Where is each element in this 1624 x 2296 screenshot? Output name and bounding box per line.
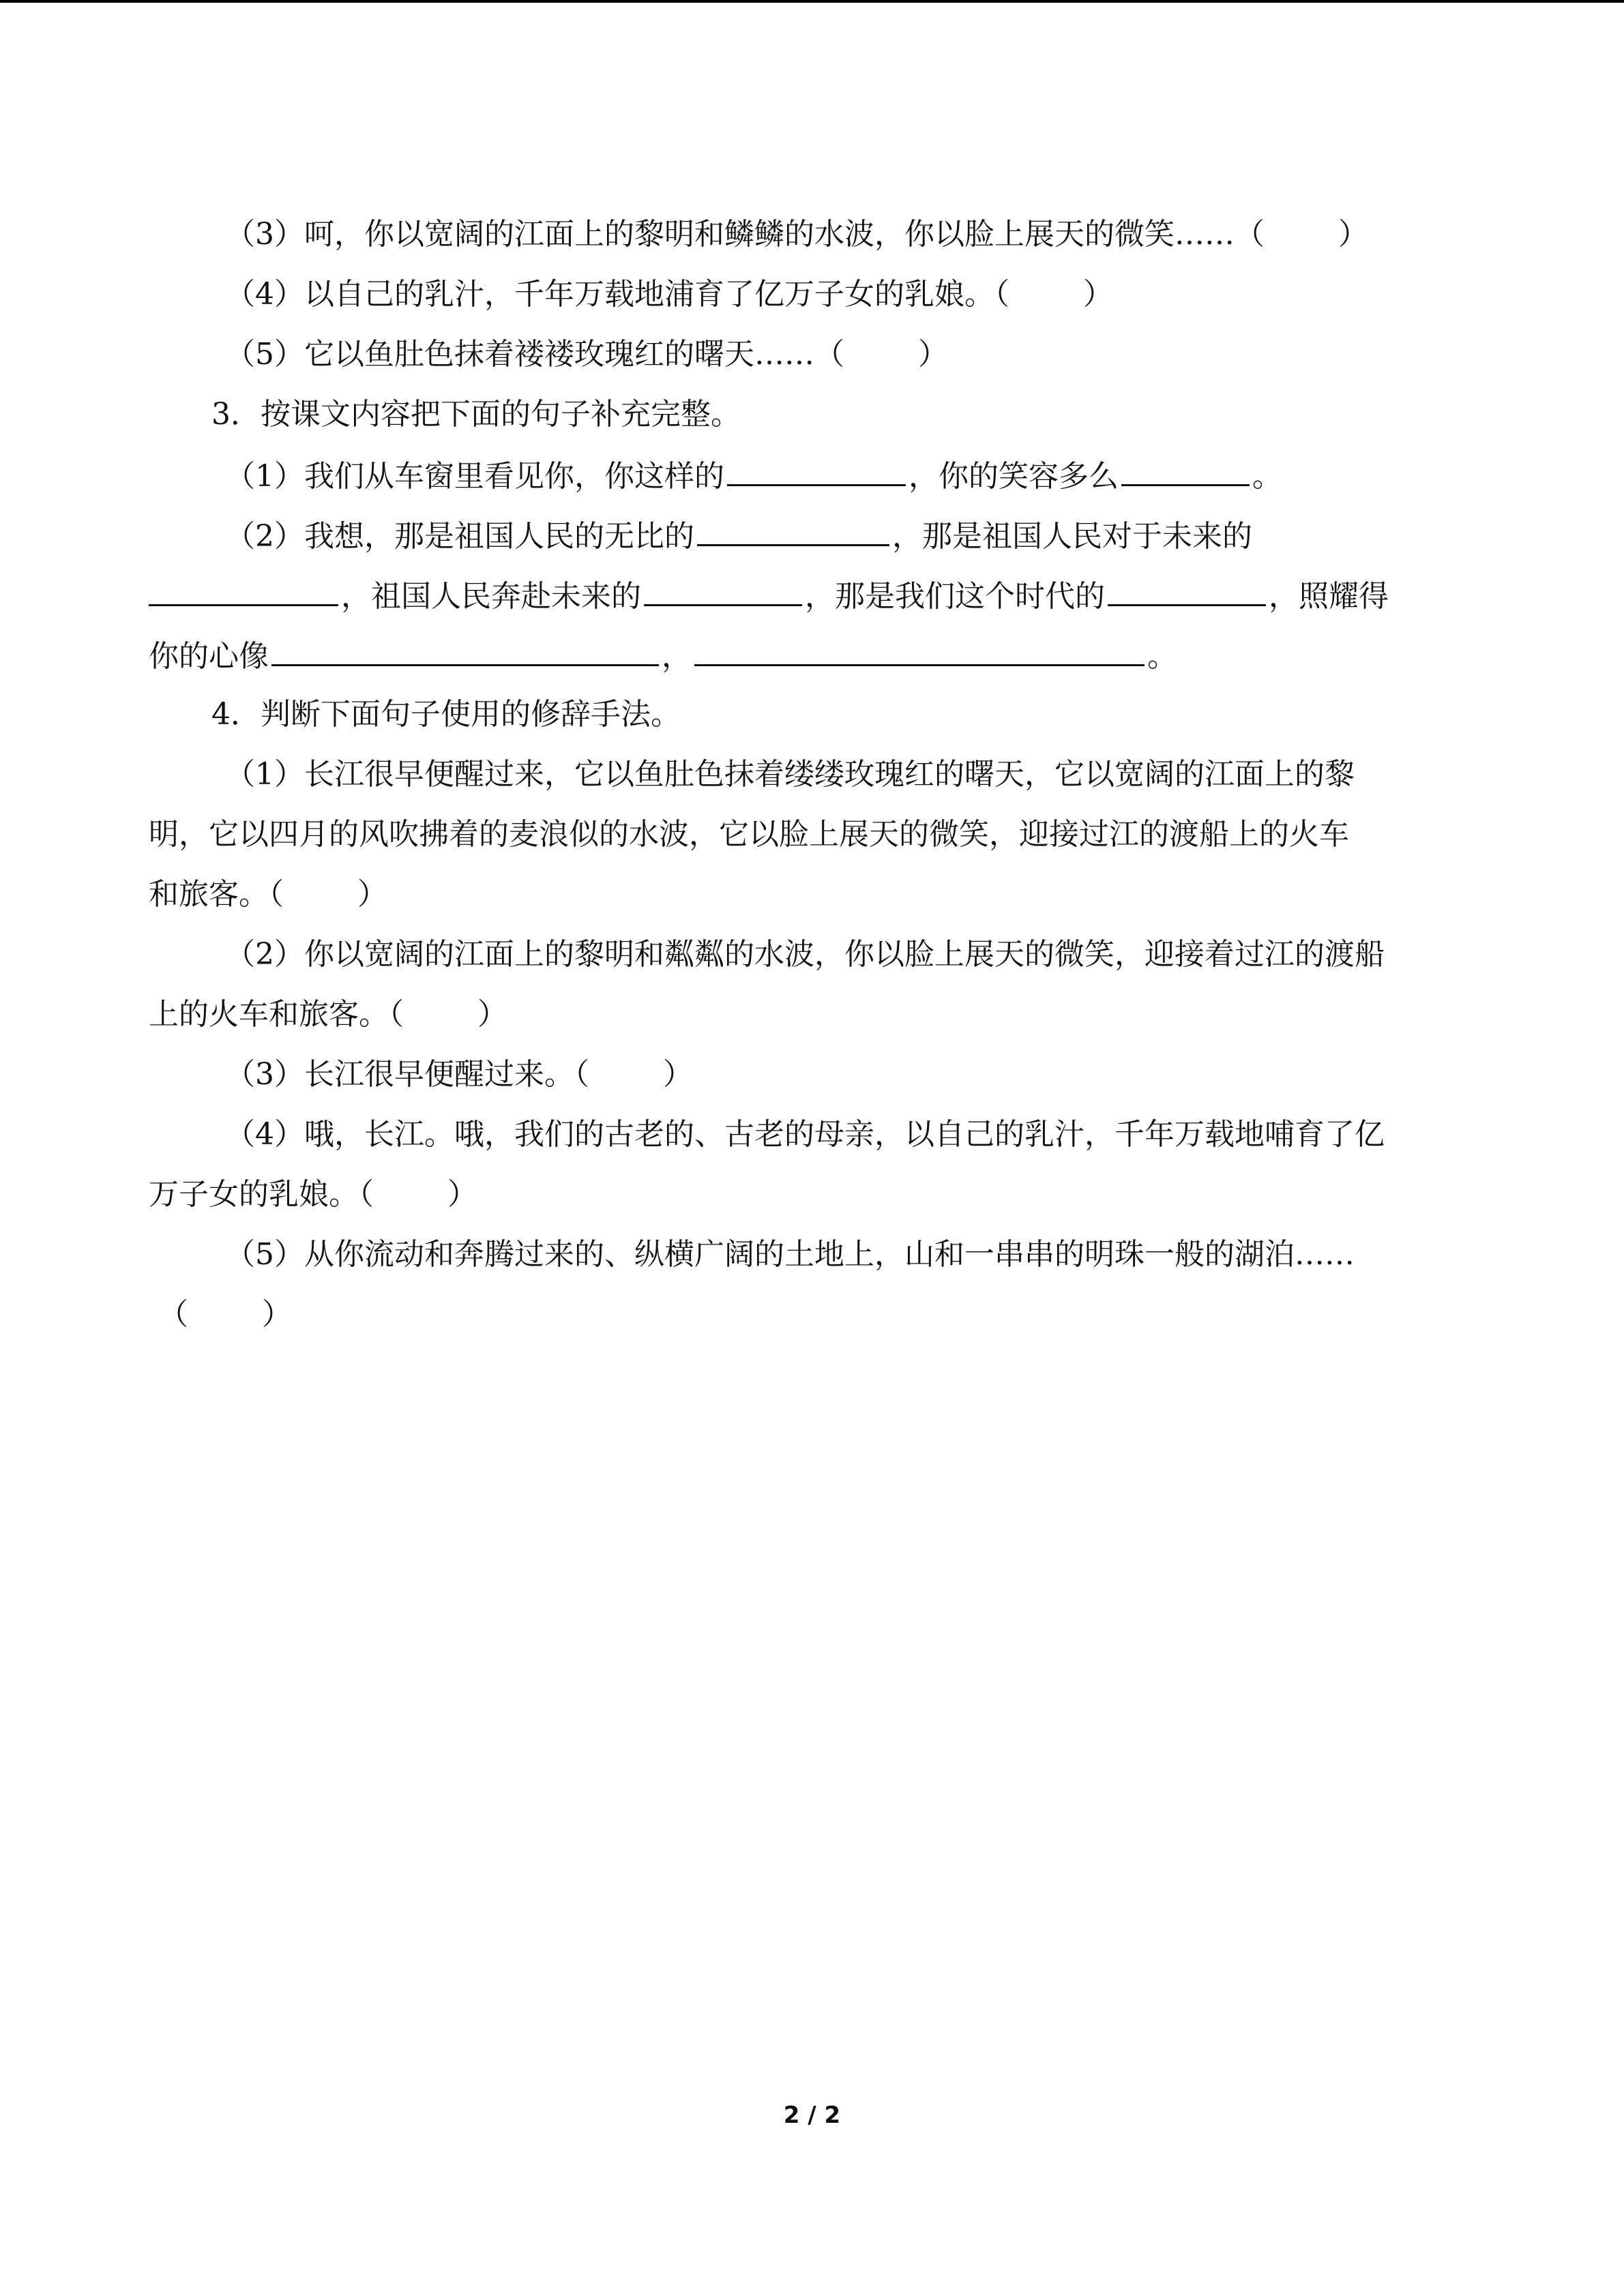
q2-item-3-close: ）: [1338, 217, 1368, 252]
q4-item-2-close: ）: [477, 997, 507, 1032]
q4-item-3-text: （3）长江很早便醒过来。（: [225, 1057, 589, 1092]
q3-item-2-line1-b: ，那是祖国人民对于未来的: [892, 519, 1252, 554]
q3-item-1: [225, 454, 1282, 497]
q2-item-5-text: （5）它以鱼肚色抹着褛褛玫瑰红的曙天……（: [225, 337, 844, 372]
q3-item-2-line3-b: ，: [662, 639, 692, 674]
q3-item-2-line2-a: ，祖国人民奔赴未来的: [341, 579, 641, 614]
q3-heading: 3．按课文内容把下面的句子补充完整。: [211, 397, 741, 432]
q3-item-1-part3: 。: [1252, 459, 1282, 494]
q3-item-2-line1-a: （2）我想，那是祖国人民的无比的: [225, 519, 694, 554]
q3-item-2-blank-3[interactable]: [644, 574, 802, 606]
q4-item-1-line-1: （1）长江很早便醒过来，它以鱼肚色抹着缕缕玫瑰红的曙天，它以宽阔的江面上的黎: [225, 757, 1355, 792]
q3-item-1-blank-2[interactable]: [1121, 454, 1250, 486]
q2-item-3: [225, 214, 1368, 255]
q4-item-3-close: ）: [663, 1057, 693, 1092]
q4-item-5-line2-text: （: [158, 1297, 188, 1332]
q4-item-4-line2-text: 万子女的乳娘。（: [149, 1177, 374, 1212]
q2-item-4-text: （4）以自己的乳汁，千年万载地浦育了亿万子女的乳娘。（: [225, 277, 1009, 312]
q4-item-5-close: ）: [262, 1297, 292, 1332]
q3-item-2-blank-1[interactable]: [697, 514, 889, 546]
q4-item-4-line-2: [149, 1174, 477, 1215]
q3-item-2-line3-a: 你的心像: [149, 639, 269, 674]
q3-item-2-line3-c: 。: [1147, 639, 1177, 674]
q3-item-2-blank-5[interactable]: [271, 634, 659, 666]
q2-item-3-text: （3）呵，你以宽阔的江面上的黎明和鳞鳞的水波，你以脸上展天的微笑……（: [225, 217, 1265, 252]
q3-item-2-line-3: [149, 634, 1177, 677]
q4-item-1-line-3: [149, 874, 387, 915]
q4-item-2-line-2: [149, 994, 507, 1035]
q4-item-1-line-2: 明，它以四月的风吹拂着的麦浪似的水波，它以脸上展天的微笑，迎接过江的渡船上的火车: [149, 817, 1349, 852]
q4-item-5-line-2: [158, 1294, 292, 1335]
q4-item-5-line-1: （5）从你流动和奔腾过来的、纵横广阔的土地上，山和一串串的明珠一般的湖泊……: [225, 1237, 1355, 1272]
q4-item-4-line-1: （4）哦，长江。哦，我们的古老的、古老的母亲，以自己的乳汁，千年万载地哺育了亿: [225, 1117, 1385, 1152]
q3-item-2-blank-2[interactable]: [149, 574, 338, 606]
q3-item-1-blank-1[interactable]: [727, 454, 906, 486]
q4-item-1-line3-text: 和旅客。（: [149, 877, 284, 912]
q3-item-2-blank-6[interactable]: [694, 634, 1145, 666]
q2-item-4: [225, 274, 1113, 315]
q3-item-1-part1: （1）我们从车窗里看见你，你这样的: [225, 459, 724, 494]
q3-item-2-line-2: [149, 574, 1389, 617]
q3-item-2-line2-c: ，照耀得: [1269, 579, 1389, 614]
q4-item-1-close: ）: [357, 877, 387, 912]
q2-item-5-close: ）: [918, 337, 948, 372]
q3-item-2-line2-b: ，那是我们这个时代的: [805, 579, 1105, 614]
q3-item-2-blank-4[interactable]: [1108, 574, 1266, 606]
q3-item-2-line-1: [225, 514, 1252, 557]
q4-item-4-close: ）: [447, 1177, 477, 1212]
page-number: 2 / 2: [783, 2102, 841, 2129]
q2-item-5: [225, 334, 948, 375]
q2-item-4-close: ）: [1083, 277, 1113, 312]
q3-item-1-part2: ，你的笑容多么: [909, 459, 1119, 494]
q4-item-3: [225, 1054, 693, 1095]
q4-item-2-line-1: （2）你以宽阔的江面上的黎明和粼粼的水波，你以脸上展天的微笑，迎接着过江的渡船: [225, 937, 1385, 972]
q4-item-2-line2-text: 上的火车和旅客。（: [149, 997, 404, 1032]
q4-heading: 4．判断下面句子使用的修辞手法。: [211, 697, 681, 732]
